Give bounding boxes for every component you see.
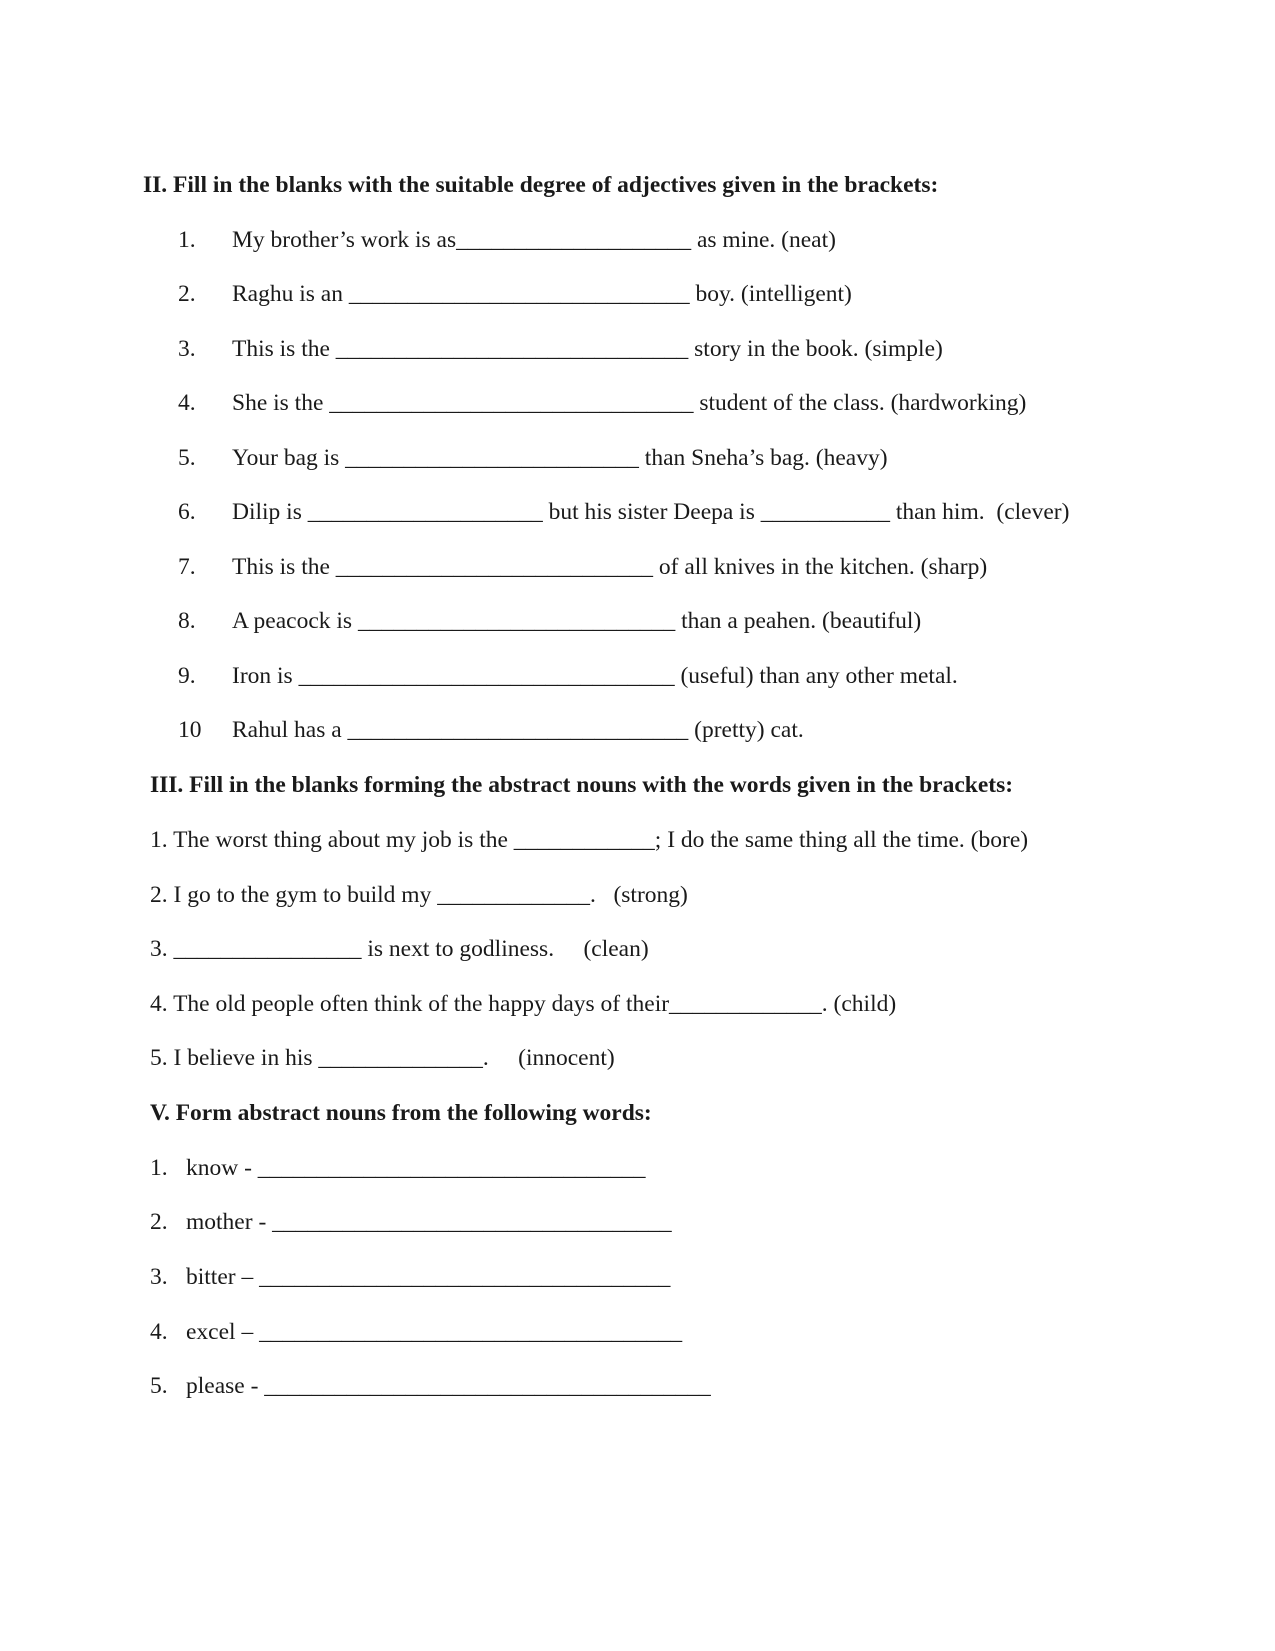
item-number: 9. [178, 663, 196, 689]
item-number: 1. [178, 227, 196, 253]
list-item: She is the _______________________________ student of the class. (hardworking) [232, 390, 1027, 416]
section-5-heading: V. Form abstract nouns from the following words: [150, 1100, 652, 1126]
item-number: 2. [150, 1209, 168, 1235]
list-item: 4. The old people often think of the happy days of their_____________. (child) [150, 991, 897, 1017]
list-item: 2. I go to the gym to build my _____________. (strong) [150, 882, 688, 908]
item-number: 3. [150, 1264, 168, 1290]
list-item: My brother’s work is as____________________ as mine. (neat) [232, 227, 836, 253]
list-item: know - _________________________________ [186, 1155, 646, 1181]
list-item: 5. I believe in his ______________. (innocent) [150, 1045, 615, 1071]
list-item: bitter – ___________________________________ [186, 1264, 671, 1290]
list-item: Your bag is _________________________ than Sneha’s bag. (heavy) [232, 445, 888, 471]
item-number: 7. [178, 554, 196, 580]
list-item: Rahul has a _____________________________ (pretty) cat. [232, 717, 804, 743]
list-item: Dilip is ____________________ but his sister Deepa is ___________ than him. (clever) [232, 499, 1070, 525]
section-2-heading: II. Fill in the blanks with the suitable degree of adjectives given in the brackets: [143, 172, 939, 198]
list-item: This is the ______________________________ story in the book. (simple) [232, 336, 943, 362]
item-number: 8. [178, 608, 196, 634]
item-number: 4. [150, 1319, 168, 1345]
item-number: 6. [178, 499, 196, 525]
item-number: 1. [150, 1155, 168, 1181]
item-number: 4. [178, 390, 196, 416]
list-item: mother - __________________________________ [186, 1209, 672, 1235]
list-item: 3. ________________ is next to godliness. (clean) [150, 936, 649, 962]
item-number: 2. [178, 281, 196, 307]
item-number: 5. [178, 445, 196, 471]
item-number: 5. [150, 1373, 168, 1399]
section-3-heading: III. Fill in the blanks forming the abstract nouns with the words given in the brackets: [150, 772, 1014, 798]
list-item: Iron is ________________________________ (useful) than any other metal. [232, 663, 958, 689]
list-item: A peacock is ___________________________ than a peahen. (beautiful) [232, 608, 922, 634]
list-item: please - ______________________________________ [186, 1373, 711, 1399]
list-item: excel – ____________________________________ [186, 1319, 683, 1345]
item-number: 3. [178, 336, 196, 362]
item-number: 10 [178, 717, 202, 743]
list-item: Raghu is an _____________________________ boy. (intelligent) [232, 281, 852, 307]
list-item: 1. The worst thing about my job is the ____________; I do the same thing all the time. (bore) [150, 827, 1029, 853]
list-item: This is the ___________________________ of all knives in the kitchen. (sharp) [232, 554, 988, 580]
